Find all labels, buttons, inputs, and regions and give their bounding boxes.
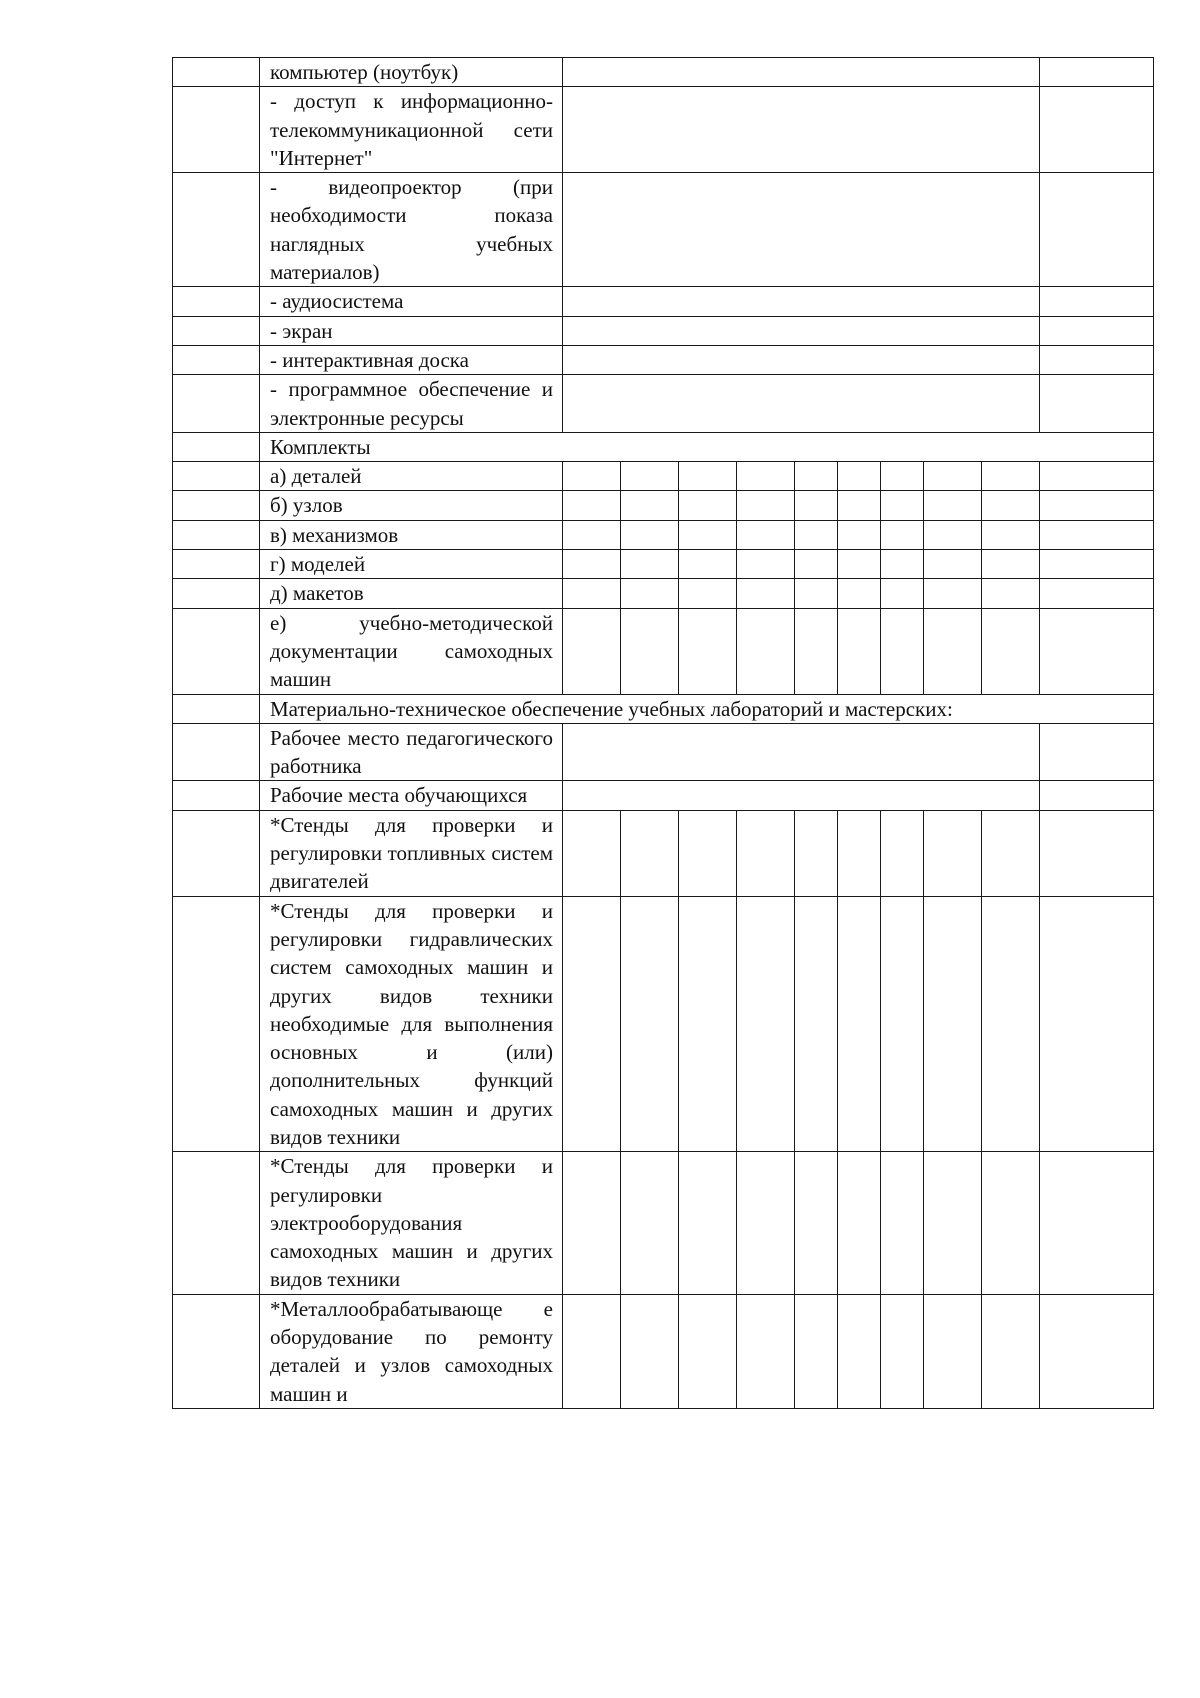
quantity-cell <box>838 810 881 896</box>
quantity-cell <box>621 550 679 579</box>
merged-value-cell <box>563 58 1040 87</box>
quantity-cell <box>881 550 924 579</box>
quantity-cell <box>795 550 838 579</box>
quantity-cell <box>795 491 838 520</box>
quantity-cell <box>982 1152 1040 1294</box>
equipment-name-cell: *Стенды для проверки и регулировки гидравлических систем самоходных машин и других видов техники необходимые для выполнения основных и (или) дополнительных функций самоходных машин и других видов техники <box>260 896 563 1152</box>
note-cell <box>1040 1294 1154 1408</box>
merged-value-cell <box>563 316 1040 345</box>
equipment-name-cell: - программное обеспечение и электронные ресурсы <box>260 375 563 433</box>
quantity-cell <box>924 579 982 608</box>
equipment-name-cell: *Металлообрабатывающе е оборудование по ремонту деталей и узлов самоходных машин и <box>260 1294 563 1408</box>
quantity-cell <box>737 810 795 896</box>
quantity-cell <box>838 1294 881 1408</box>
note-cell <box>1040 781 1154 810</box>
quantity-cell <box>563 810 621 896</box>
equipment-name-cell: *Стенды для проверки и регулировки топливных систем двигателей <box>260 810 563 896</box>
table-row <box>173 550 1154 579</box>
quantity-cell <box>621 462 679 491</box>
quantity-cell <box>795 810 838 896</box>
section-heading-cell: Материально-техническое обеспечение учебных лабораторий и мастерских: <box>260 694 1154 723</box>
quantity-cell <box>924 896 982 1152</box>
quantity-cell <box>982 810 1040 896</box>
note-cell <box>1040 173 1154 287</box>
quantity-cell <box>737 550 795 579</box>
equipment-name-cell: компьютер (ноутбук) <box>260 58 563 87</box>
quantity-cell <box>563 491 621 520</box>
row-number-cell <box>173 173 260 287</box>
quantity-cell <box>924 491 982 520</box>
quantity-cell <box>621 520 679 549</box>
quantity-cell <box>563 579 621 608</box>
row-number-cell <box>173 287 260 316</box>
quantity-cell <box>838 462 881 491</box>
row-number-cell <box>173 579 260 608</box>
equipment-name-cell: Рабочее место педагогического работника <box>260 723 563 781</box>
quantity-cell <box>924 462 982 491</box>
row-number-cell <box>173 316 260 345</box>
equipment-name-cell: - доступ к информационно-телекоммуникационной сети "Интернет" <box>260 87 563 173</box>
note-cell <box>1040 723 1154 781</box>
quantity-cell <box>924 810 982 896</box>
quantity-cell <box>737 462 795 491</box>
note-cell <box>1040 375 1154 433</box>
quantity-cell <box>982 462 1040 491</box>
quantity-cell <box>982 491 1040 520</box>
note-cell <box>1040 520 1154 549</box>
quantity-cell <box>621 579 679 608</box>
table-row <box>173 173 1154 287</box>
table-row <box>173 781 1154 810</box>
quantity-cell <box>795 608 838 694</box>
quantity-cell <box>924 1294 982 1408</box>
quantity-cell <box>737 1294 795 1408</box>
quantity-cell <box>795 1294 838 1408</box>
table-row <box>173 1152 1154 1294</box>
quantity-cell <box>563 1294 621 1408</box>
note-cell <box>1040 287 1154 316</box>
row-number-cell <box>173 375 260 433</box>
quantity-cell <box>838 491 881 520</box>
quantity-cell <box>679 462 737 491</box>
equipment-name-cell: а) деталей <box>260 462 563 491</box>
row-number-cell <box>173 491 260 520</box>
table-row <box>173 723 1154 781</box>
quantity-cell <box>737 896 795 1152</box>
quantity-cell <box>679 608 737 694</box>
quantity-cell <box>881 608 924 694</box>
equipment-name-cell: д) макетов <box>260 579 563 608</box>
group-heading-cell: Комплекты <box>260 432 1154 461</box>
equipment-name-cell: в) механизмов <box>260 520 563 549</box>
quantity-cell <box>881 896 924 1152</box>
row-number-cell <box>173 462 260 491</box>
quantity-cell <box>924 608 982 694</box>
quantity-cell <box>621 810 679 896</box>
table-row <box>173 579 1154 608</box>
row-number-cell <box>173 87 260 173</box>
table-row <box>173 1294 1154 1408</box>
quantity-cell <box>679 579 737 608</box>
equipment-name-cell: б) узлов <box>260 491 563 520</box>
quantity-cell <box>621 491 679 520</box>
quantity-cell <box>982 608 1040 694</box>
quantity-cell <box>563 896 621 1152</box>
quantity-cell <box>838 550 881 579</box>
quantity-cell <box>982 1294 1040 1408</box>
quantity-cell <box>881 1152 924 1294</box>
quantity-cell <box>881 579 924 608</box>
table-row <box>173 375 1154 433</box>
equipment-name-cell: - аудиосистема <box>260 287 563 316</box>
merged-value-cell <box>563 781 1040 810</box>
quantity-cell <box>563 550 621 579</box>
row-number-cell <box>173 810 260 896</box>
quantity-cell <box>838 1152 881 1294</box>
table-row <box>173 316 1154 345</box>
quantity-cell <box>563 608 621 694</box>
row-number-cell <box>173 781 260 810</box>
quantity-cell <box>838 520 881 549</box>
merged-value-cell <box>563 345 1040 374</box>
quantity-cell <box>924 520 982 549</box>
quantity-cell <box>563 1152 621 1294</box>
equipment-name-cell: е) учебно-методической документации самоходных машин <box>260 608 563 694</box>
quantity-cell <box>982 896 1040 1152</box>
quantity-cell <box>679 520 737 549</box>
equipment-name-cell: *Стенды для проверки и регулировки электрооборудования самоходных машин и других видов техники <box>260 1152 563 1294</box>
quantity-cell <box>881 491 924 520</box>
merged-value-cell <box>563 723 1040 781</box>
quantity-cell <box>621 1294 679 1408</box>
quantity-cell <box>881 520 924 549</box>
note-cell <box>1040 608 1154 694</box>
equipment-name-cell: г) моделей <box>260 550 563 579</box>
quantity-cell <box>838 608 881 694</box>
note-cell <box>1040 58 1154 87</box>
quantity-cell <box>621 608 679 694</box>
row-number-cell <box>173 694 260 723</box>
table-row <box>173 345 1154 374</box>
quantity-cell <box>924 1152 982 1294</box>
table-row <box>173 432 1154 461</box>
note-cell <box>1040 462 1154 491</box>
row-number-cell <box>173 896 260 1152</box>
quantity-cell <box>621 1152 679 1294</box>
quantity-cell <box>982 579 1040 608</box>
note-cell <box>1040 896 1154 1152</box>
quantity-cell <box>737 579 795 608</box>
table-row <box>173 694 1154 723</box>
equipment-table <box>172 57 1154 1409</box>
quantity-cell <box>795 1152 838 1294</box>
row-number-cell <box>173 1294 260 1408</box>
note-cell <box>1040 1152 1154 1294</box>
quantity-cell <box>737 491 795 520</box>
row-number-cell <box>173 550 260 579</box>
quantity-cell <box>679 896 737 1152</box>
row-number-cell <box>173 723 260 781</box>
row-number-cell <box>173 58 260 87</box>
quantity-cell <box>838 579 881 608</box>
equipment-name-cell: - экран <box>260 316 563 345</box>
quantity-cell <box>679 810 737 896</box>
quantity-cell <box>737 608 795 694</box>
quantity-cell <box>924 550 982 579</box>
note-cell <box>1040 491 1154 520</box>
quantity-cell <box>881 810 924 896</box>
quantity-cell <box>621 896 679 1152</box>
quantity-cell <box>795 462 838 491</box>
note-cell <box>1040 345 1154 374</box>
note-cell <box>1040 810 1154 896</box>
table-row <box>173 520 1154 549</box>
quantity-cell <box>881 1294 924 1408</box>
table-row <box>173 287 1154 316</box>
table-row <box>173 896 1154 1152</box>
quantity-cell <box>881 462 924 491</box>
table-row <box>173 87 1154 173</box>
quantity-cell <box>982 550 1040 579</box>
quantity-cell <box>838 896 881 1152</box>
equipment-name-cell: - интерактивная доска <box>260 345 563 374</box>
merged-value-cell <box>563 87 1040 173</box>
quantity-cell <box>679 1152 737 1294</box>
row-number-cell <box>173 345 260 374</box>
note-cell <box>1040 316 1154 345</box>
merged-value-cell <box>563 287 1040 316</box>
equipment-name-cell: - видеопроектор (при необходимости показа наглядных учебных материалов) <box>260 173 563 287</box>
merged-value-cell <box>563 173 1040 287</box>
table-row <box>173 810 1154 896</box>
quantity-cell <box>679 1294 737 1408</box>
table-row <box>173 491 1154 520</box>
table-row <box>173 58 1154 87</box>
quantity-cell <box>982 520 1040 549</box>
quantity-cell <box>563 520 621 549</box>
quantity-cell <box>795 579 838 608</box>
quantity-cell <box>563 462 621 491</box>
table-row <box>173 608 1154 694</box>
note-cell <box>1040 579 1154 608</box>
row-number-cell <box>173 608 260 694</box>
quantity-cell <box>737 1152 795 1294</box>
merged-value-cell <box>563 375 1040 433</box>
note-cell <box>1040 550 1154 579</box>
quantity-cell <box>737 520 795 549</box>
quantity-cell <box>795 896 838 1152</box>
equipment-name-cell: Рабочие места обучающихся <box>260 781 563 810</box>
row-number-cell <box>173 432 260 461</box>
quantity-cell <box>795 520 838 549</box>
quantity-cell <box>679 550 737 579</box>
row-number-cell <box>173 520 260 549</box>
note-cell <box>1040 87 1154 173</box>
row-number-cell <box>173 1152 260 1294</box>
quantity-cell <box>679 491 737 520</box>
table-row <box>173 462 1154 491</box>
